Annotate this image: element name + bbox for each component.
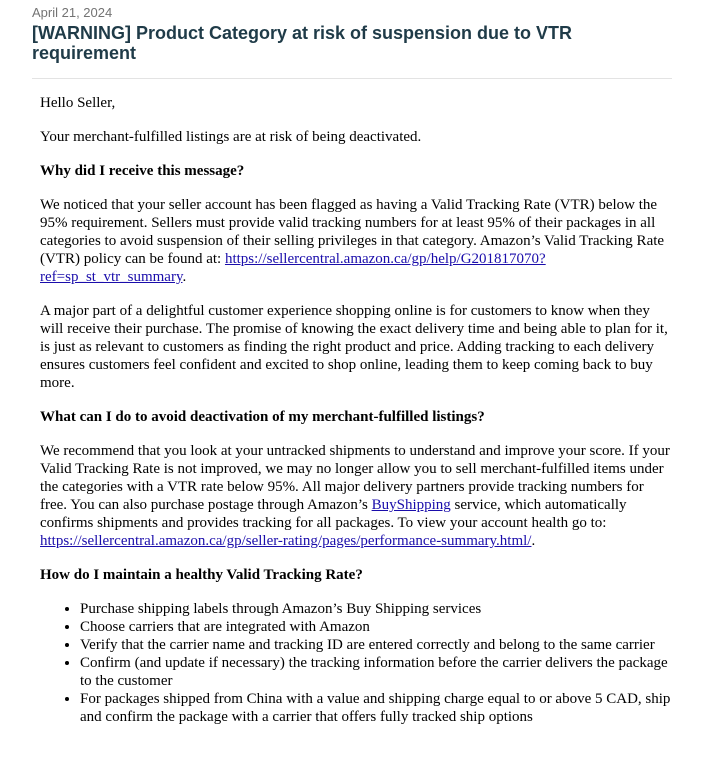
email-header: [32, 0, 672, 63]
list-item: • Confirm (and update if necessary) the tracking information before the carrier delivers the package to the customer: [80, 654, 672, 690]
what-text-2: service, which automatically confirms shipments and provides tracking for all packages. To view your account health go to:: [40, 497, 627, 531]
buyshipping-link[interactable]: BuyShipping: [371, 497, 451, 513]
experience-paragraph: A major part of a delightful customer experience shopping online is for customers to know when they will receive their purchase. The promise of knowing the exact delivery time and being able to plan for it, is just as relevant to customers as finding the right product and price. Adding tracking to each delivery ensures customers feel confident and excited to shop online, leading them to keep coming back to buy more.: [40, 303, 668, 391]
email-body: [40, 94, 672, 726]
heading-how: How do I maintain a healthy Valid Tracking Rate?: [40, 567, 363, 583]
intro-paragraph: Your merchant-fulfilled listings are at risk of being deactivated.: [40, 129, 422, 145]
heading-what: What can I do to avoid deactivation of my merchant-fulfilled listings?: [40, 409, 485, 425]
heading-why: Why did I receive this message?: [40, 163, 245, 179]
what-end: .: [531, 533, 536, 549]
list-item: • Verify that the carrier name and tracking ID are entered correctly and belong to the same carrier: [80, 636, 672, 654]
vtr-policy-link[interactable]: https://sellercentral.amazon.ca/gp/help/G201817070?ref=sp_st_vtr_summary: [40, 251, 546, 285]
email-subject: [WARNING] Product Category at risk of suspension due to VTR requirement: [32, 23, 573, 63]
list-item: • Choose carriers that are integrated with Amazon: [80, 618, 672, 636]
email-date: April 21, 2024: [32, 5, 113, 20]
what-paragraph: [40, 442, 672, 550]
why-text: We noticed that your seller account has been flagged as having a Valid Tracking Rate (VTR) below the 95% requirement. Sellers must provide valid tracking numbers for at least 95% of their packages in all categories to avoid suspension of their selling privileges in that category. Amazon’s Valid Tracking Rate (VTR) policy can be found at:: [40, 197, 665, 267]
account-health-link[interactable]: https://sellercentral.amazon.ca/gp/seller-rating/pages/performance-summary.html/: [40, 533, 532, 549]
tips-list: [40, 600, 672, 726]
why-paragraph: [40, 196, 672, 286]
list-item: • For packages shipped from China with a value and shipping charge equal to or above 5 CAD, ship and confirm the package with a carrier that offers fully tracked ship options: [80, 690, 672, 726]
greeting: Hello Seller,: [40, 95, 116, 111]
header-divider: [32, 78, 672, 79]
list-item: • Purchase shipping labels through Amazon’s Buy Shipping services: [80, 600, 672, 618]
why-end: .: [182, 269, 187, 285]
what-text-1: We recommend that you look at your untracked shipments to understand and improve your score. If your Valid Tracking Rate is not improved, we may no longer allow you to sell merchant-fulfilled items under the categories with a VTR rate below 95%. All major delivery partners provide tracking numbers for free. You can also purchase postage through Amazon’s: [40, 443, 670, 513]
